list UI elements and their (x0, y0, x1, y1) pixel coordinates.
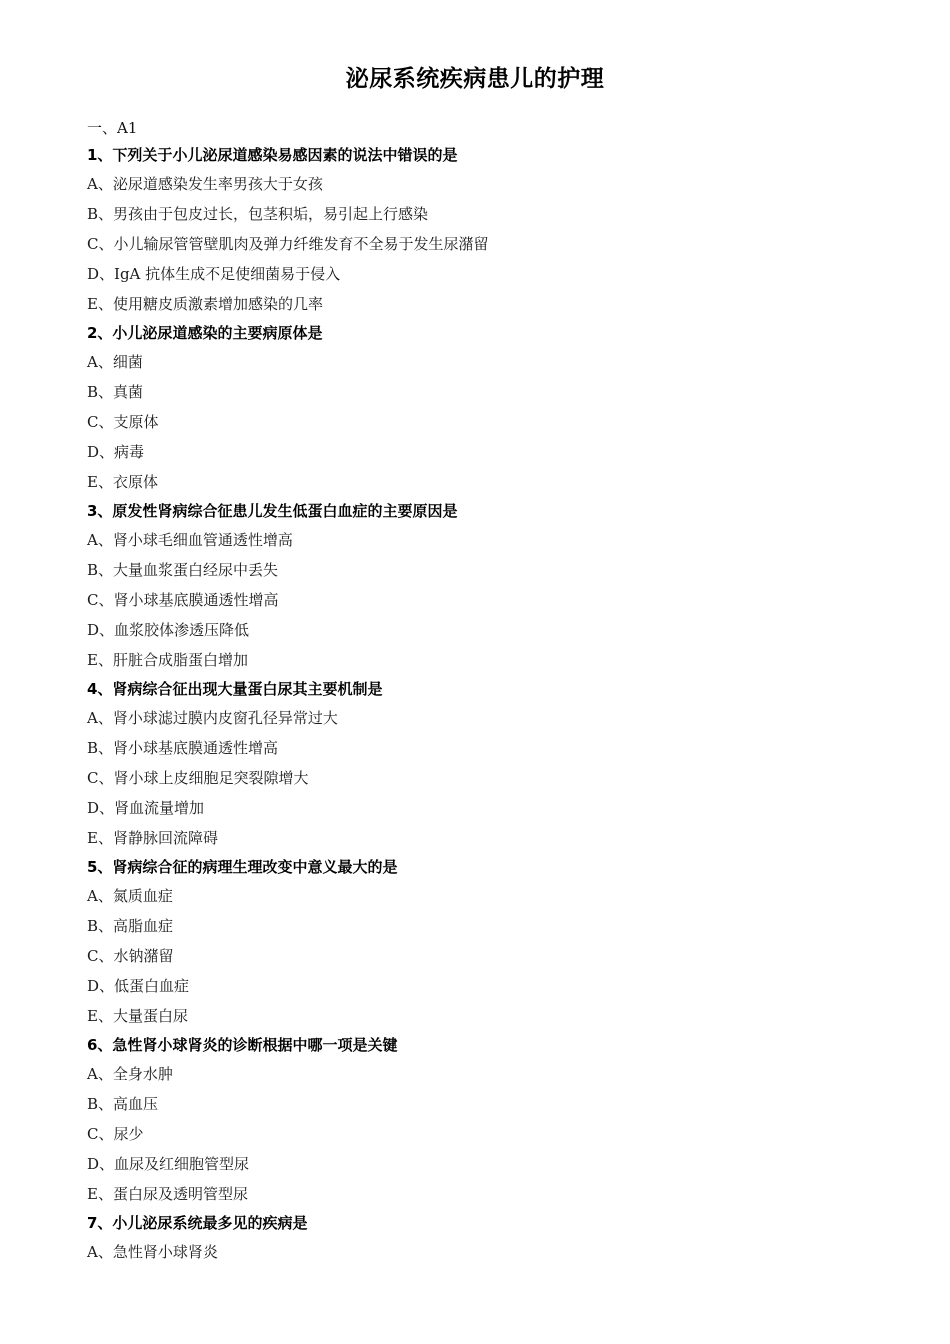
answer-option: D、IgA 抗体生成不足使细菌易于侵入 (87, 265, 341, 283)
answer-option: A、全身水肿 (87, 1065, 173, 1083)
question-list (87, 141, 887, 1267)
answer-option: E、蛋白尿及透明管型尿 (87, 1185, 248, 1203)
section-heading: 一、A1 (87, 119, 138, 137)
answer-option: E、衣原体 (87, 473, 158, 491)
question-1 (87, 141, 887, 319)
question-7 (87, 1209, 887, 1267)
answer-option: C、尿少 (87, 1125, 144, 1143)
answer-option: A、氮质血症 (87, 887, 173, 905)
answer-option: A、肾小球滤过膜内皮窗孔径异常过大 (87, 709, 338, 727)
question-6 (87, 1031, 887, 1209)
question-stem: 3、原发性肾病综合征患儿发生低蛋白血症的主要原因是 (87, 502, 458, 520)
answer-option: C、水钠潴留 (87, 947, 174, 965)
question-4 (87, 675, 887, 853)
answer-option: D、肾血流量增加 (87, 799, 205, 817)
answer-option: C、肾小球基底膜通透性增高 (87, 591, 279, 609)
answer-option: B、男孩由于包皮过长，包茎积垢，易引起上行感染 (87, 205, 429, 223)
question-5 (87, 853, 887, 1031)
answer-option: A、细菌 (87, 353, 143, 371)
question-stem: 1、下列关于小儿泌尿道感染易感因素的说法中错误的是 (87, 146, 458, 164)
answer-option: C、小儿输尿管管壁肌肉及弹力纤维发育不全易于发生尿潴留 (87, 235, 489, 253)
answer-option: C、支原体 (87, 413, 159, 431)
answer-option: A、肾小球毛细血管通透性增高 (87, 531, 293, 549)
answer-option: D、血浆胶体渗透压降低 (87, 621, 250, 639)
answer-option: E、大量蛋白尿 (87, 1007, 188, 1025)
question-stem: 6、急性肾小球肾炎的诊断根据中哪一项是关键 (87, 1036, 398, 1054)
question-stem: 5、肾病综合征的病理生理改变中意义最大的是 (87, 858, 398, 876)
answer-option: E、肝脏合成脂蛋白增加 (87, 651, 248, 669)
question-stem: 7、小儿泌尿系统最多见的疾病是 (87, 1214, 308, 1232)
answer-option: D、低蛋白血症 (87, 977, 190, 995)
question-stem: 4、肾病综合征出现大量蛋白尿其主要机制是 (87, 680, 383, 698)
document-title: 泌尿系统疾病患儿的护理 (345, 66, 605, 92)
answer-option: D、病毒 (87, 443, 145, 461)
question-3 (87, 497, 887, 675)
answer-option: C、肾小球上皮细胞足突裂隙增大 (87, 769, 309, 787)
answer-option: D、血尿及红细胞管型尿 (87, 1155, 250, 1173)
answer-option: B、高血压 (87, 1095, 159, 1113)
answer-option: A、急性肾小球肾炎 (87, 1243, 218, 1261)
answer-option: A、泌尿道感染发生率男孩大于女孩 (87, 175, 323, 193)
answer-option: B、真菌 (87, 383, 144, 401)
answer-option: E、肾静脉回流障碍 (87, 829, 218, 847)
answer-option: B、肾小球基底膜通透性增高 (87, 739, 279, 757)
question-stem: 2、小儿泌尿道感染的主要病原体是 (87, 324, 323, 342)
answer-option: E、使用糖皮质激素增加感染的几率 (87, 295, 323, 313)
answer-option: B、大量血浆蛋白经尿中丢失 (87, 561, 279, 579)
answer-option: B、高脂血症 (87, 917, 174, 935)
question-2 (87, 319, 887, 497)
